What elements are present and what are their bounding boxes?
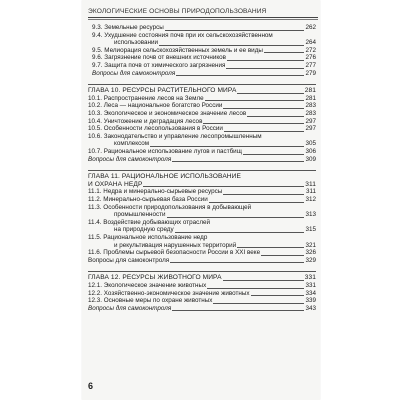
chapter-title: ГЛАВА 12. РЕСУРСЫ ЖИВОТНОГО МИРА [88,274,222,282]
toc-entry [88,39,316,47]
toc-entry [88,219,316,227]
toc-entry [88,282,316,290]
toc-entry [88,305,316,313]
toc-entry-title: Проблемы сырьевой безопасности России в XXI веке [103,249,261,257]
toc-entry-text: Вопросы для самоконтроля [88,256,170,264]
toc-entry-title: Особенности лесопользования в России [103,125,223,133]
toc-entry-text [88,282,207,289]
toc-entry [88,249,316,257]
toc-entry-title: Основные меры по охране животных [103,297,213,305]
header-rule [88,17,318,18]
toc-entry-title: Ухудшение состояния почв при их сельскохозяйственном [104,31,273,39]
table-of-contents [88,24,316,312]
toc-entry [88,95,316,103]
toc-entry-text: и рекультивация нарушенных территорий [88,242,237,249]
toc-entry-number: 11.4. [88,218,104,226]
toc-entry-text [88,290,251,297]
toc-entry-text [88,110,247,117]
toc-page-number: 326 [305,249,316,257]
toc-entry-title: Законодательство и управление лесопромышленным [103,132,262,140]
chapter-title: ГЛАВА 11. РАЦИОНАЛЬНОЕ ИСПОЛЬЗОВАНИЕ [88,172,242,180]
toc-entry-text [88,188,223,195]
toc-entry-number: 9.6. [92,54,105,62]
spacer [88,77,316,83]
toc-entry [88,257,316,265]
toc-entry-title: Мелиорация сельскохозяйственных земель и ее виды [104,46,263,54]
toc-page-number: 281 [305,94,316,102]
toc-entry-title: Уничтожение и деградация лесов [103,117,203,125]
toc-entry [88,133,316,141]
toc-entry [88,24,316,32]
toc-page-number: 315 [305,226,316,234]
toc-page-number: 272 [305,46,316,54]
toc-entry-text [88,118,203,125]
toc-entry [88,211,316,219]
toc-page-number: 329 [305,256,316,264]
toc-entry-number: 12.3. [88,297,104,305]
toc-page-number: 331 [305,282,316,290]
toc-page-number: 313 [305,211,316,219]
toc-entry-text: промышленности [88,211,167,218]
toc-entry-title: Хозяйственно-экономическое значение животных [103,289,250,297]
chapter-title: ГЛАВА 10. РЕСУРСЫ РАСТИТЕЛЬНОГО МИРА [88,86,237,94]
toc-entry-text [88,32,274,39]
toc-entry-text [88,102,223,109]
toc-page-number: 297 [305,117,316,125]
toc-entry-text [88,95,205,102]
toc-page-number: 283 [305,109,316,117]
toc-entry-text [88,196,209,203]
toc-page-number: 312 [305,196,316,204]
toc-entry-title: Защита почв от химического загрязнения [104,61,226,69]
toc-entry [88,47,316,55]
toc-page-number: 305 [305,140,316,148]
toc-entry-number: 10.6. [88,132,104,140]
toc-entry-number: 10.5. [88,125,104,133]
toc-entry-text [88,219,211,226]
toc-entry-text [88,47,264,54]
toc-entry [88,70,316,78]
toc-entry-title: Земельные ресурсы [104,24,164,31]
toc-entry-text [88,125,224,132]
toc-entry [88,54,316,62]
toc-entry-number: 10.1. [88,94,104,102]
chapter-heading [88,181,316,189]
toc-entry-number: 10.2. [88,102,104,110]
toc-entry-text [88,148,243,155]
toc-entry-number: 9.7. [92,61,105,69]
toc-page-number: 306 [305,147,316,155]
toc-entry [88,242,316,250]
toc-entry-number: 11.3. [88,203,104,211]
toc-entry [88,125,316,133]
toc-entry-number: 10.4. [88,117,104,125]
chapter-heading [88,87,316,95]
toc-entry-number: 10.7. [88,147,104,155]
toc-page-number: 311 [305,188,316,196]
toc-entry [88,204,316,212]
toc-entry-title: Распространение лесов на Земле [103,94,204,102]
spacer [88,264,316,270]
toc-page-number: 321 [305,241,316,249]
toc-entry-text: комплексом [88,140,150,147]
toc-entry [88,297,316,305]
header-rule-secondary [88,19,318,20]
toc-page-number: 343 [305,304,316,312]
toc-entry [88,140,316,148]
toc-entry [88,196,316,204]
book-page [82,0,320,400]
chapter-heading [88,274,316,282]
chapter-rule [88,170,316,171]
toc-entry-number: 9.3. [92,24,105,31]
toc-entry-text [88,249,261,256]
toc-entry-number: 11.5. [88,234,104,242]
toc-entry [88,156,316,164]
toc-entry-title: Недра и минерально-сырьевые ресурсы [103,188,223,196]
toc-page-number: 279 [305,69,316,77]
chapter-page-number: 281 [304,86,316,94]
toc-page-number: 309 [305,155,316,163]
toc-entry [88,102,316,110]
chapter-heading [88,173,316,181]
toc-entry-number: 11.1. [88,188,104,196]
chapter-rule [88,84,316,85]
toc-entry-text [88,54,227,61]
toc-entry [88,226,316,234]
chapter-page-number: 311 [305,180,316,188]
toc-entry-number: 10.3. [88,109,104,117]
page-number: 6 [88,381,94,391]
chapter-page-number: 331 [304,274,316,282]
toc-entry-text: использовании [88,39,159,46]
toc-entry-number: 9.5. [92,46,105,54]
toc-entry-title: Загрязнение почв от внешних источников [104,54,227,62]
toc-entry-title: Рациональное использование лугов и пастбищ [103,147,242,155]
toc-entry-number: 12.1. [88,282,104,290]
toc-entry-text: Вопросы для самоконтроля [88,155,172,163]
running-head: ЭКОЛОГИЧЕСКИЕ ОСНОВЫ ПРИРОДОПОЛЬЗОВАНИЯ [88,8,267,15]
toc-entry-title: Экологическое и экономическое значение лесов [103,109,247,117]
toc-page-number: 334 [305,289,316,297]
toc-entry-title: Экологическое значение животных [103,282,207,290]
toc-page-number: 339 [305,297,316,305]
toc-entry [88,148,316,156]
toc-entry-text: Вопросы для самоконтроля [88,70,176,77]
toc-entry-number: 11.2. [88,196,104,204]
chapter-title: И ОХРАНА НЕДР [88,180,143,188]
toc-entry [88,118,316,126]
toc-page-number: 277 [305,61,316,69]
toc-entry-text [88,133,263,140]
toc-page-number: 297 [305,125,316,133]
toc-entry-number: 12.2. [88,289,104,297]
toc-entry [88,32,316,40]
toc-entry-text [88,297,213,304]
toc-entry [88,110,316,118]
toc-entry-text [88,62,226,69]
toc-entry-title: Минерально-сырьевая база России [103,196,208,204]
toc-page-number: 264 [305,39,316,47]
toc-page-number: 283 [305,102,316,110]
toc-entry-text [88,24,165,31]
spacer [88,163,316,169]
toc-entry-title: Особенности природопользования в добывающей [103,203,252,211]
toc-entry-title: Рациональное использование недр [103,234,208,242]
toc-entry-text: Вопросы для самоконтроля [88,304,172,312]
chapter-rule [88,271,316,272]
toc-entry-number: 11.6. [88,249,104,257]
toc-entry-text: на природную среду [88,226,175,233]
toc-page-number: 276 [305,54,316,62]
toc-entry [88,188,316,196]
toc-entry [88,290,316,298]
toc-entry-number: 9.4. [92,31,105,39]
toc-entry-text [88,204,252,211]
toc-entry [88,234,316,242]
toc-entry [88,62,316,70]
toc-entry-title: Воздействие добывающих отраслей [103,218,211,226]
toc-entry-title: Леса — национальное богатство России [103,102,223,110]
toc-entry-text [88,234,208,241]
toc-page-number: 262 [305,24,316,31]
